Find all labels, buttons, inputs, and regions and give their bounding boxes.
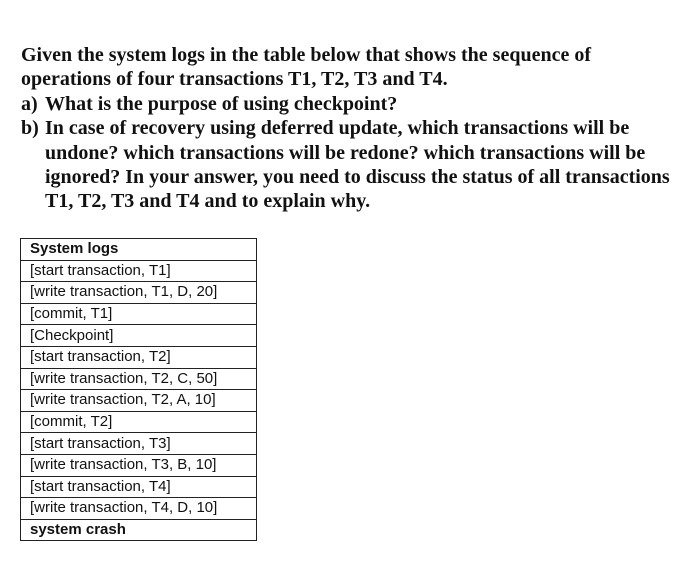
log-entry: [write transaction, T2, C, 50] [21, 368, 257, 390]
log-entry: [commit, T2] [21, 411, 257, 433]
question-intro-line-1: Given the system logs in the table below that shows the sequence of [21, 44, 591, 66]
table-row [21, 454, 257, 476]
log-entry: [start transaction, T3] [21, 433, 257, 455]
log-entry: [start transaction, T2] [21, 346, 257, 368]
log-entry: [write transaction, T2, A, 10] [21, 390, 257, 412]
table-row [21, 433, 257, 455]
log-entry: [write transaction, T4, D, 10] [21, 498, 257, 520]
log-entry: [start transaction, T4] [21, 476, 257, 498]
question-item-a [21, 92, 671, 116]
table-row [21, 368, 257, 390]
table-row [21, 282, 257, 304]
table-row [21, 390, 257, 412]
table-footer-row [21, 519, 257, 541]
question-item-b-text: In case of recovery using deferred update, which transactions will be undone? which transactions will be redone? which transactions will be ignored? In your answer, you need to discuss the status of all transactions T1, T2, T3 and T4 and to explain why. [45, 117, 670, 213]
system-logs-table [20, 238, 257, 541]
question-item-b [21, 116, 671, 214]
table-row [21, 260, 257, 282]
table-header-row [21, 239, 257, 261]
log-entry: [write transaction, T3, B, 10] [21, 454, 257, 476]
table-header: System logs [21, 239, 257, 261]
question-text [21, 43, 671, 214]
table-row [21, 303, 257, 325]
question-item-b-marker: b) [21, 117, 39, 140]
question-item-a-text: What is the purpose of using checkpoint? [45, 92, 398, 115]
table-row [21, 346, 257, 368]
table-row [21, 411, 257, 433]
system-crash-entry: system crash [21, 519, 257, 541]
table-row [21, 325, 257, 347]
log-entry: [write transaction, T1, D, 20] [21, 282, 257, 304]
log-entry: [Checkpoint] [21, 325, 257, 347]
log-entry: [commit, T1] [21, 303, 257, 325]
log-entry: [start transaction, T1] [21, 260, 257, 282]
question-item-a-marker: a) [21, 92, 38, 115]
table-row [21, 476, 257, 498]
question-intro-line-2: operations of four transactions T1, T2, T3 and T4. [21, 68, 448, 91]
table-row [21, 498, 257, 520]
